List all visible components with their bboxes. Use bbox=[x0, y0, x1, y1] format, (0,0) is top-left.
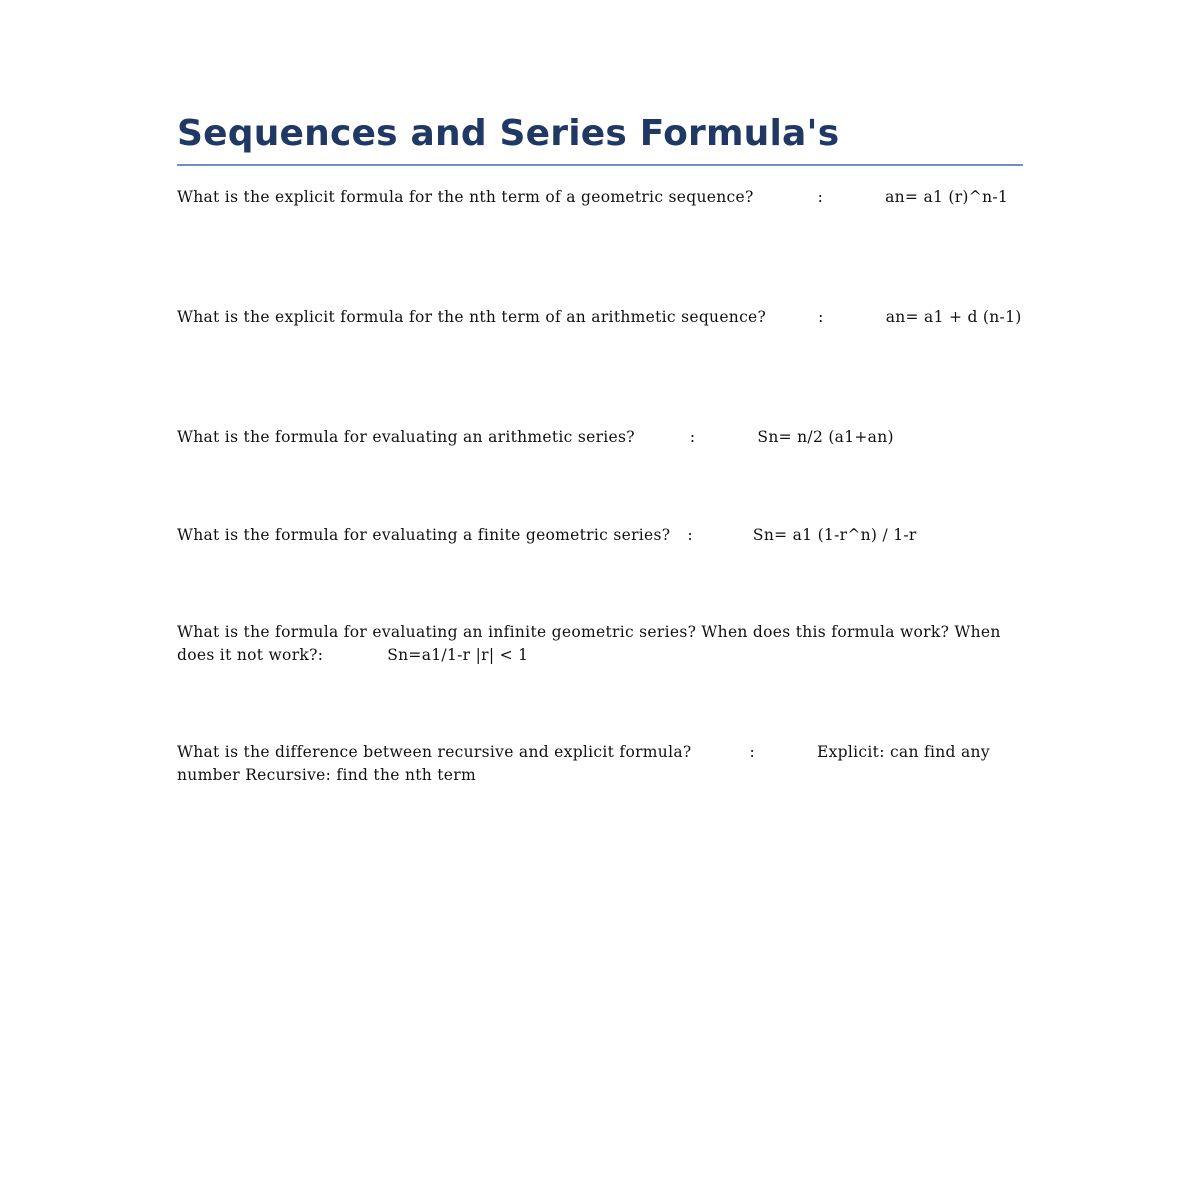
separator: : bbox=[749, 743, 756, 761]
answer-text: Sn=a1/1-r |r| < 1 bbox=[387, 646, 529, 664]
qa-item-finite-geometric-series bbox=[177, 524, 1023, 547]
document-page bbox=[177, 110, 1023, 784]
separator: : bbox=[317, 646, 324, 664]
question-text: What is the difference between recursive and explicit formula? bbox=[177, 743, 692, 761]
question-text: What is the formula for evaluating a finite geometric series? bbox=[177, 526, 671, 544]
answer-text: an= a1 (r)^n-1 bbox=[885, 188, 1009, 206]
answer-text: Sn= a1 (1-r^n) / 1-r bbox=[752, 526, 917, 544]
qa-item-recursive-vs-explicit bbox=[177, 741, 1023, 787]
answer-text: an= a1 + d (n-1) bbox=[885, 308, 1022, 326]
answer-text: Explicit: can find any number Recursive: find the nth term bbox=[177, 743, 990, 784]
question-text: What is the explicit formula for the nth term of a geometric sequence? bbox=[177, 188, 754, 206]
qa-item-infinite-geometric-series bbox=[177, 621, 1023, 667]
separator: : bbox=[817, 188, 824, 206]
qa-item-arithmetic-series bbox=[177, 426, 1023, 449]
page-title: Sequences and Series Formula's bbox=[177, 113, 840, 154]
qa-item-arithmetic-nth-term bbox=[177, 306, 1023, 329]
qa-item-geometric-nth-term bbox=[177, 186, 1023, 209]
question-text: What is the formula for evaluating an arithmetic series? bbox=[177, 428, 635, 446]
separator: : bbox=[689, 428, 696, 446]
answer-text: Sn= n/2 (a1+an) bbox=[757, 428, 894, 446]
title-underline bbox=[177, 164, 1023, 166]
question-text: What is the explicit formula for the nth term of an arithmetic sequence? bbox=[177, 308, 767, 326]
separator: : bbox=[818, 308, 824, 326]
separator: : bbox=[687, 526, 693, 544]
question-text: What is the formula for evaluating an infinite geometric series? When does this formula work? When does it not work? bbox=[177, 623, 1001, 664]
